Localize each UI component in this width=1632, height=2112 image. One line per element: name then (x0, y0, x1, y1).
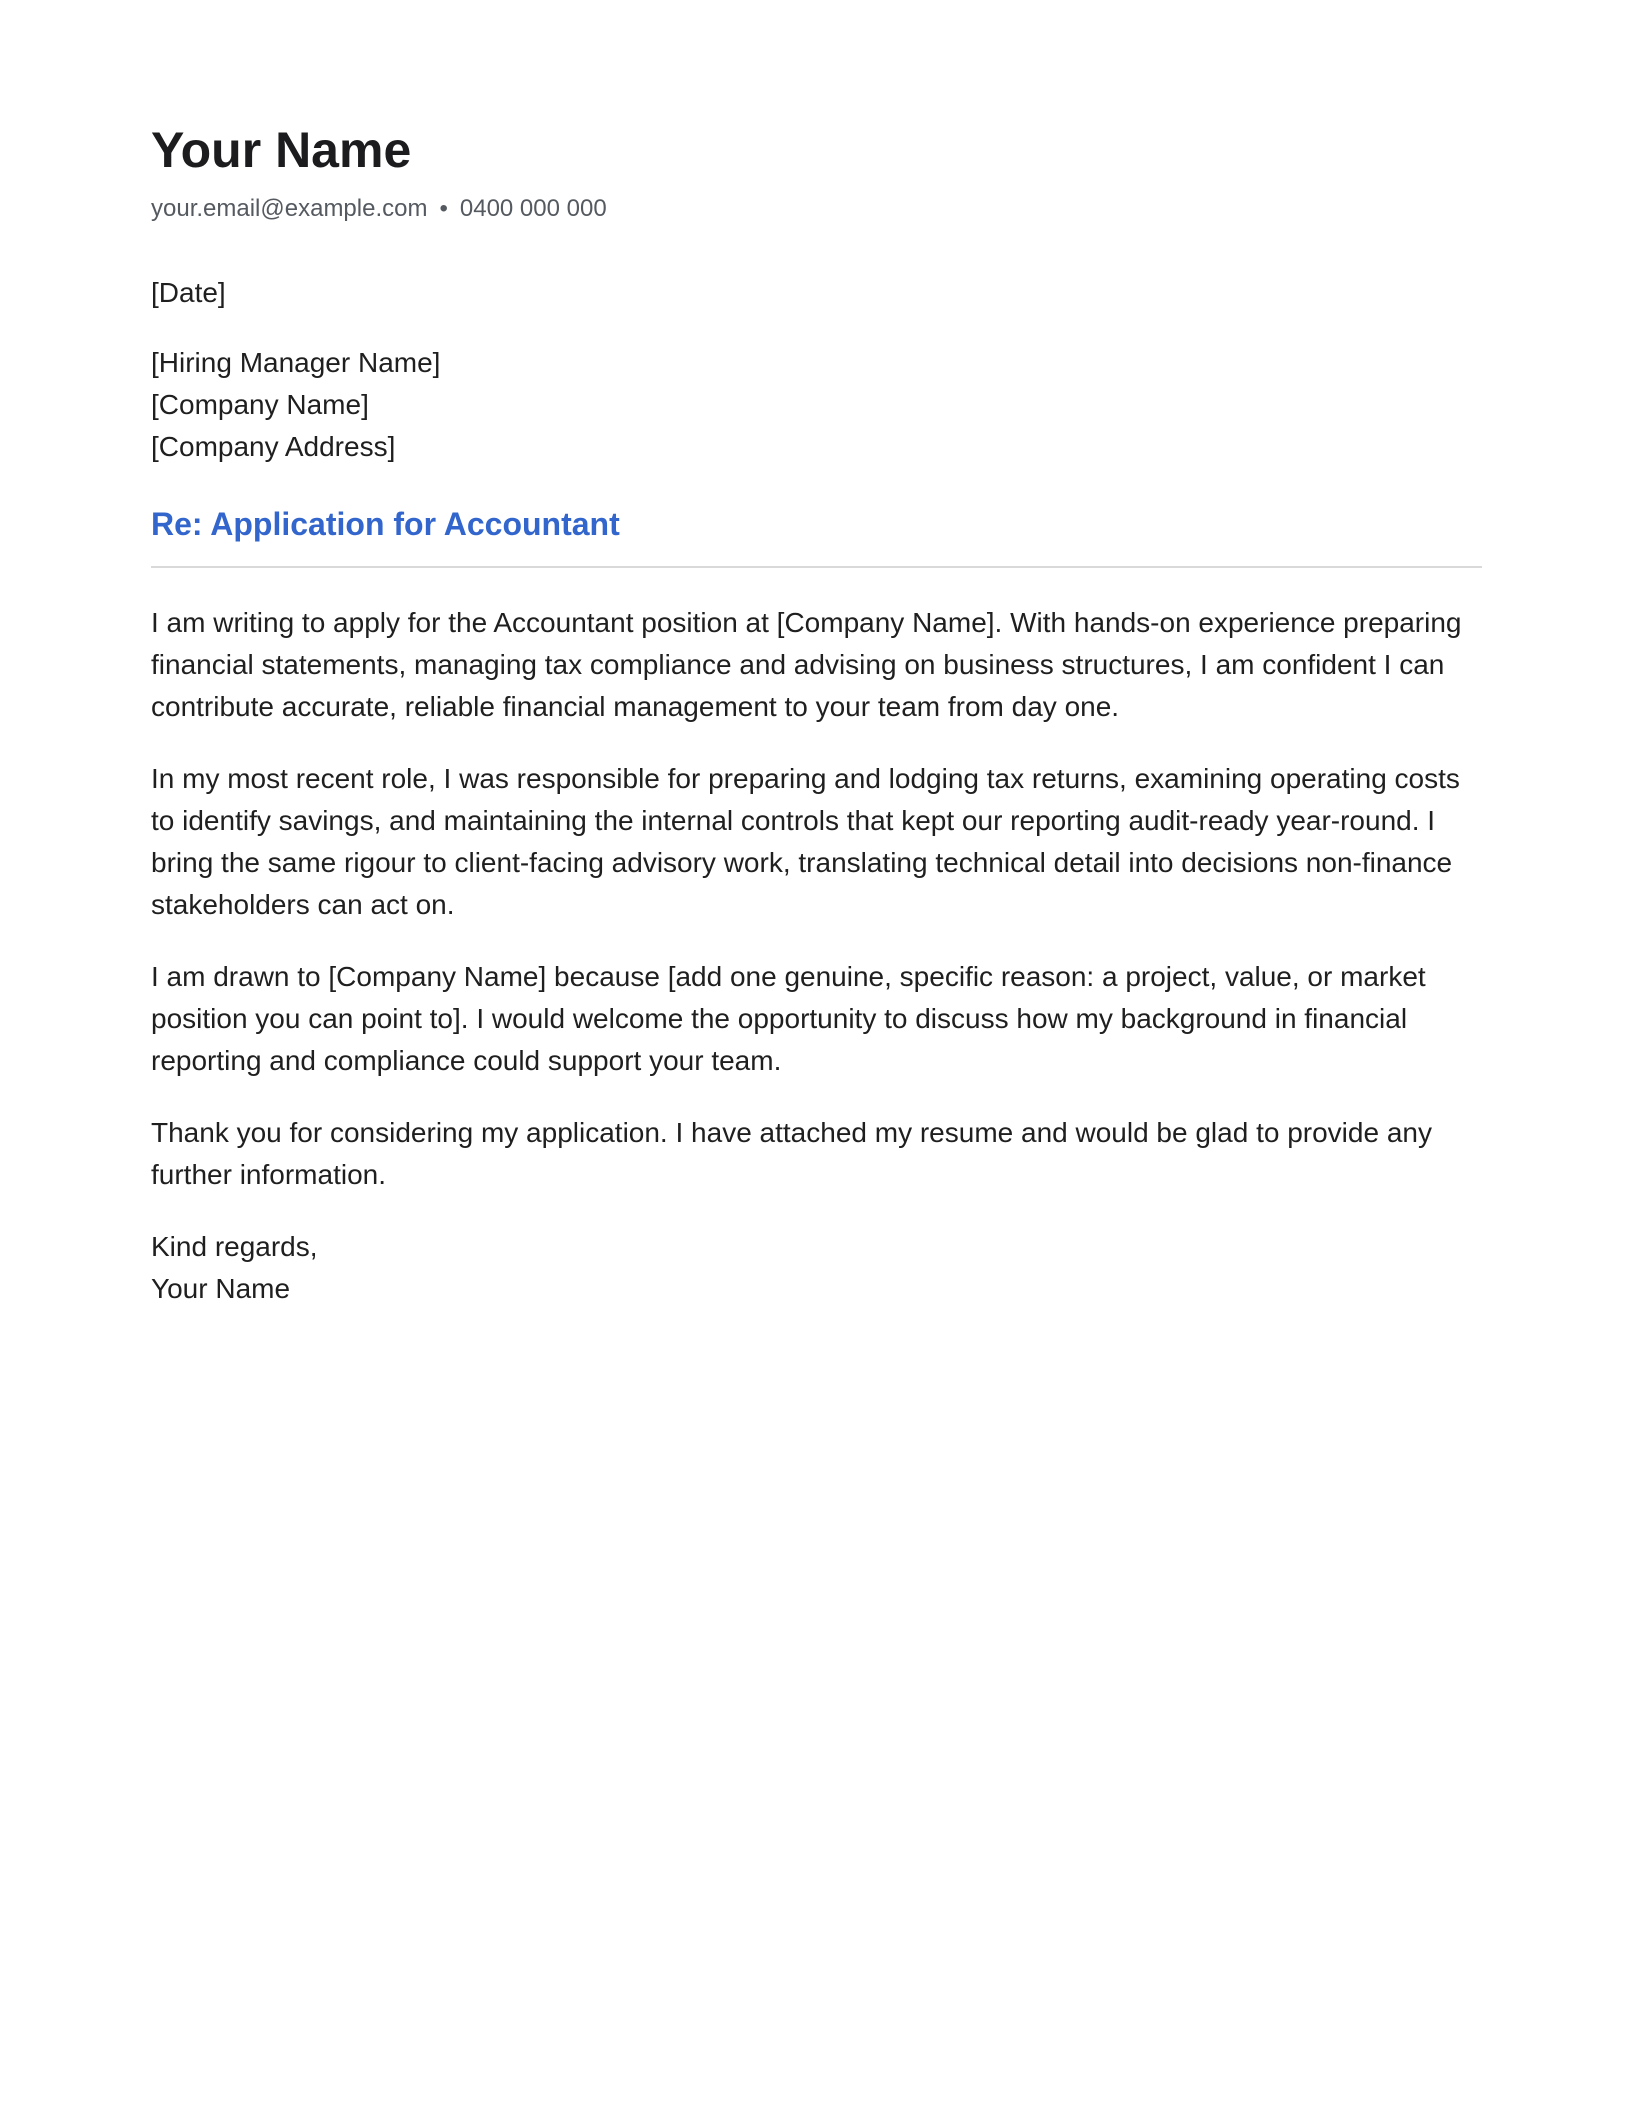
body-paragraph-4: Thank you for considering my application. I have attached my resume and would be glad to provide any further information. (151, 1117, 1432, 1190)
letter-body (151, 602, 1482, 1310)
subject-line: Re: Application for Accountant (151, 506, 620, 542)
contact-line (151, 194, 1482, 224)
letter-date: [Date] (151, 277, 226, 308)
body-paragraph-3: I am drawn to [Company Name] because [add one genuine, specific reason: a project, value, or market position you can point to]. I would welcome the opportunity to discuss how my background in financial reporting and compliance could support your team. (151, 961, 1426, 1076)
recipient-company: [Company Name] (151, 389, 369, 420)
body-paragraph-1: I am writing to apply for the Accountant position at [Company Name]. With hands-on experience preparing financial statements, managing tax compliance and advising on business structures, I am confident I can contribute accurate, reliable financial management to your team from day one. (151, 607, 1462, 722)
signoff-block (151, 1226, 1482, 1310)
contact-separator: • (439, 195, 448, 222)
closing: Kind regards, (151, 1231, 318, 1262)
body-paragraph-2: In my most recent role, I was responsible for preparing and lodging tax returns, examining operating costs to identify savings, and maintaining the internal controls that kept our reporting audit-ready year-round. I bring the same rigour to client-facing advisory work, translating technical detail into decisions non-finance stakeholders can act on. (151, 763, 1460, 920)
recipient-name: [Hiring Manager Name] (151, 347, 441, 378)
sender-phone: 0400 000 000 (459, 195, 607, 222)
sender-name: Your Name (151, 122, 412, 178)
recipient-address: [Company Address] (151, 431, 396, 462)
recipient-block (151, 342, 1482, 468)
sender-email: your.email@example.com (151, 195, 428, 222)
signature: Your Name (151, 1273, 291, 1304)
divider (151, 566, 1482, 568)
